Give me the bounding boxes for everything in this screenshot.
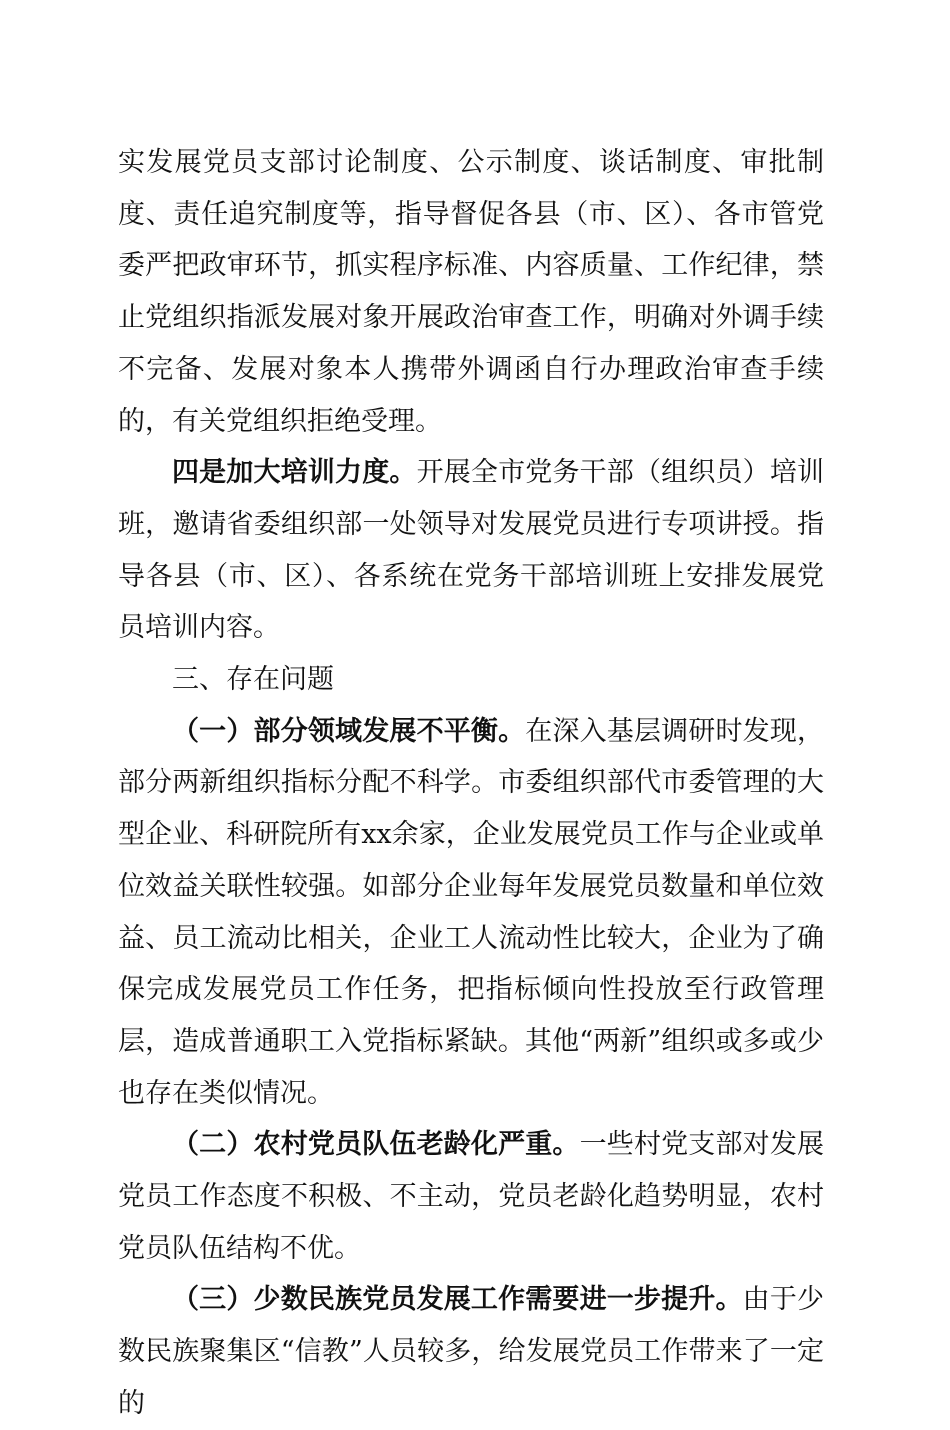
- paragraph-training: [118, 447, 824, 654]
- issue-lead: （三）少数民族党员发展工作需要进一步提升。: [172, 1284, 743, 1316]
- issue-text: 在深入基层调研时发现，部分两新组织指标分配不科学。市委组织部代市委管理的大型企业、科研院所有xx余家，企业发展党员工作与企业或单位效益关联性较强。如部分企业每年发展党员数量和单位效益、员工流动比相关，企业工人流动性比较大，企业为了确保完成发展党员工作任务，把指标倾向性投放至行政管理层，造成普通职工入党指标紧缺。其他“两新”组织或多或少也存在类似情况。: [118, 715, 825, 1109]
- issue-text: 一些村党支部对发展党员工作态度不积极、不主动，党员老龄化趋势明显，农村党员队伍结构不优。: [118, 1129, 825, 1264]
- paragraph-text: 实发展党员支部讨论制度、公示制度、谈话制度、审批制度、责任追究制度等，指导督促各县（市、区）、各市管党委严把政审环节，抓实程序标准、内容质量、工作纪律，禁止党组织指派发展对象开展政治审查工作，明确对外调手续不完备、发展对象本人携带外调函自行办理政治审查手续的，有关党组织拒绝受理。: [118, 147, 824, 437]
- paragraph-continued: [118, 137, 824, 447]
- issue-paragraph-1: [118, 706, 824, 1120]
- issue-lead: （二）农村党员队伍老龄化严重。: [172, 1129, 580, 1161]
- paragraph-text: 开展全市党务干部（组织员）培训班，邀请省委组织部一处领导对发展党员进行专项讲授。指导各县（市、区）、各系统在党务干部培训班上安排发展党员培训内容。: [118, 457, 825, 644]
- section-heading: 三、存在问题: [172, 664, 334, 696]
- issue-lead: （一）部分领域发展不平衡。: [172, 715, 526, 747]
- paragraph-lead: 四是加大培训力度。: [172, 457, 417, 489]
- issue-paragraph-2: [118, 1119, 824, 1274]
- issue-text: 由于少数民族聚集区“信教”人员较多，给发展党员工作带来了一定的: [118, 1284, 825, 1419]
- document-body: [118, 137, 824, 1430]
- issue-paragraph-3: [118, 1274, 824, 1429]
